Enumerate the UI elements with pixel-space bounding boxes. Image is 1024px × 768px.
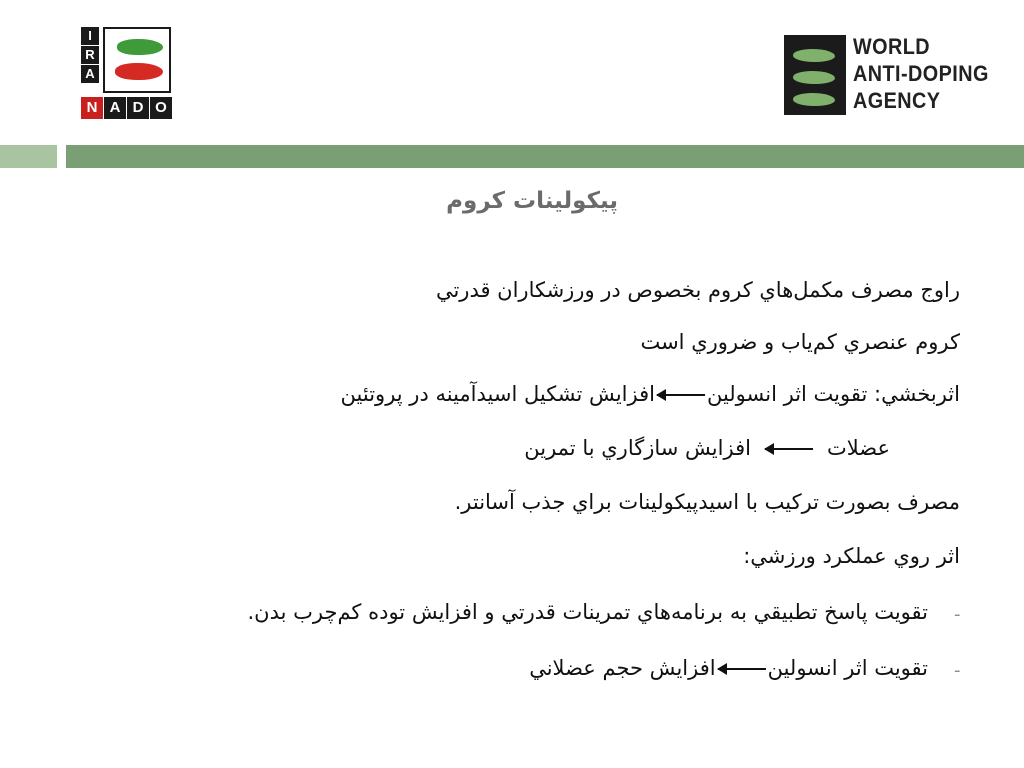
body-text: افزايش تشكيل اسيدآمينه در پروتئين: [340, 382, 655, 406]
logo-letter: N: [81, 97, 103, 119]
body-line-2: كروم عنصري كم‌ياب و ضروري است: [640, 330, 960, 354]
bullet-line-2: [529, 656, 928, 680]
arrow-icon: [718, 668, 766, 670]
logo-letter: I: [81, 27, 99, 45]
arrow-icon: [657, 394, 705, 396]
body-text: افزايش سازگاري با تمرين: [524, 436, 751, 460]
leaf-icon: [793, 49, 835, 62]
logo-letter: O: [150, 97, 172, 119]
body-line-3: [341, 382, 960, 406]
body-line-1: راوج مصرف مكمل‌هاي كروم بخصوص در ورزشكاران قدرتي: [435, 278, 960, 302]
body-line-6: اثر روي عملكرد ورزشي:: [743, 544, 960, 568]
body-text: افزايش حجم عضلاني: [529, 656, 716, 680]
logo-letter: A: [104, 97, 126, 119]
header-band-small: [0, 145, 57, 168]
wada-logo-text: [853, 33, 989, 114]
iran-letters: [81, 27, 99, 84]
wada-logo-mark: [784, 35, 846, 115]
red-leaf-icon: [115, 63, 163, 80]
arrow-icon: [765, 448, 813, 450]
wada-line: AGENCY: [853, 88, 941, 113]
body-line-4: [524, 436, 890, 460]
body-text: عضلات: [826, 436, 890, 460]
wada-line: ANTI-DOPING: [853, 61, 989, 86]
iran-nado-logo: [81, 27, 173, 119]
body-text: تقويت اثر انسولين: [767, 656, 928, 680]
leaf-icon: [793, 71, 835, 84]
nado-word: [81, 97, 173, 119]
slide-title: پيكولينات كروم: [446, 188, 618, 214]
green-leaf-icon: [117, 39, 163, 55]
body-line-5: مصرف بصورت تركيب با اسيدپيكولينات براي جذب آسانتر.: [454, 490, 960, 514]
bullet-marker: -: [954, 604, 961, 625]
bullet-marker: -: [954, 660, 961, 681]
logo-letter: R: [81, 46, 99, 64]
logo-letter: D: [127, 97, 149, 119]
bullet-line-1: تقويت پاسخ تطبيقي به برنامه‌هاي تمرينات قدرتي و افزايش توده كم‌چرب بدن.: [247, 600, 928, 624]
wada-line: WORLD: [853, 34, 931, 59]
body-text: اثربخشي: تقويت اثر انسولين: [706, 382, 960, 406]
header-band: [66, 145, 1024, 168]
leaf-icon: [793, 93, 835, 106]
flag-leaves-icon: [103, 27, 171, 93]
logo-letter: A: [81, 65, 99, 83]
